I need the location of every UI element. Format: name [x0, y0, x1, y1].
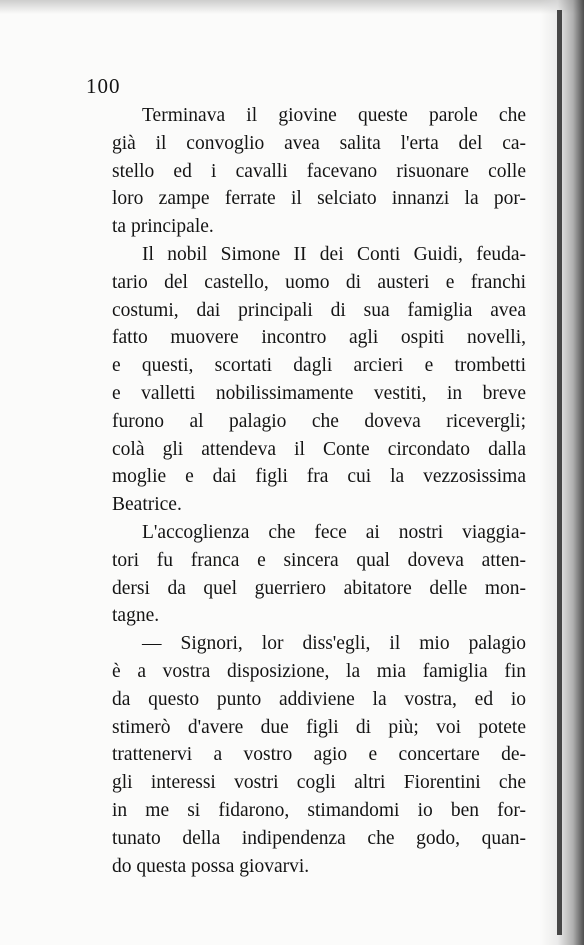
text-line: Il nobil Simone II dei Conti Guidi, feuda-	[142, 243, 526, 265]
text-line: tunato della indipendenza che godo, quan-	[112, 827, 526, 849]
paragraph	[86, 630, 526, 880]
page-number: 100	[86, 74, 121, 98]
text-line: costumi, dai principali di sua famiglia avea	[112, 299, 526, 321]
text-line: in me si fidarono, stimandomi io ben for-	[112, 799, 526, 821]
text-line: — Signori, lor diss'egli, il mio palagio	[142, 633, 526, 655]
text-line: furono al palagio che doveva ricevergli;	[112, 410, 526, 432]
text-line: Terminava il giovine queste parole che	[142, 105, 526, 126]
text-line: colà gli attendeva il Conte circondato dalla	[112, 438, 526, 460]
text-line: Beatrice.	[112, 494, 182, 516]
paragraph	[86, 102, 526, 241]
text-line: stimerò d'avere due figli di più; voi potete	[112, 716, 526, 738]
body-text	[86, 102, 526, 880]
text-line: e questi, scortati dagli arcieri e trombetti	[112, 355, 526, 377]
text-line: fatto muovere incontro agli ospiti novelli,	[112, 327, 526, 349]
text-line: da questo punto addiviene la vostra, ed io	[112, 688, 526, 710]
paragraph	[86, 241, 526, 519]
text-line: L'accoglienza che fece ai nostri viaggia-	[142, 521, 526, 543]
text-line: è a vostra disposizione, la mia famiglia fin	[112, 660, 526, 682]
text-line: stello ed i cavalli facevano risuonare colle	[112, 160, 526, 182]
text-line: moglie e dai figli fra cui la vezzosissima	[112, 466, 526, 488]
text-line: gli interessi vostri cogli altri Fiorentini che	[112, 772, 526, 794]
top-edge-shading	[0, 0, 584, 14]
text-line: già il convoglio avea salita l'erta del ca-	[112, 132, 526, 154]
text-line: tario del castello, uomo di austeri e franchi	[112, 271, 526, 293]
text-line: e valletti nobilissimamente vestiti, in breve	[112, 382, 526, 404]
text-line: do questa possa giovarvi.	[112, 855, 310, 877]
text-line: ta principale.	[112, 216, 214, 238]
text-line: tagne.	[112, 605, 160, 627]
page-edge-shadow	[540, 0, 584, 945]
text-line: dersi da quel guerriero abitatore delle mon-	[112, 577, 526, 599]
paragraph	[86, 519, 526, 630]
text-line: loro zampe ferrate il selciato innanzi la por-	[112, 188, 526, 210]
binding-edge	[557, 10, 562, 935]
text-line: tori fu franca e sincera qual doveva atten-	[112, 549, 526, 571]
text-line: trattenervi a vostro agio e concertare de-	[112, 744, 526, 766]
